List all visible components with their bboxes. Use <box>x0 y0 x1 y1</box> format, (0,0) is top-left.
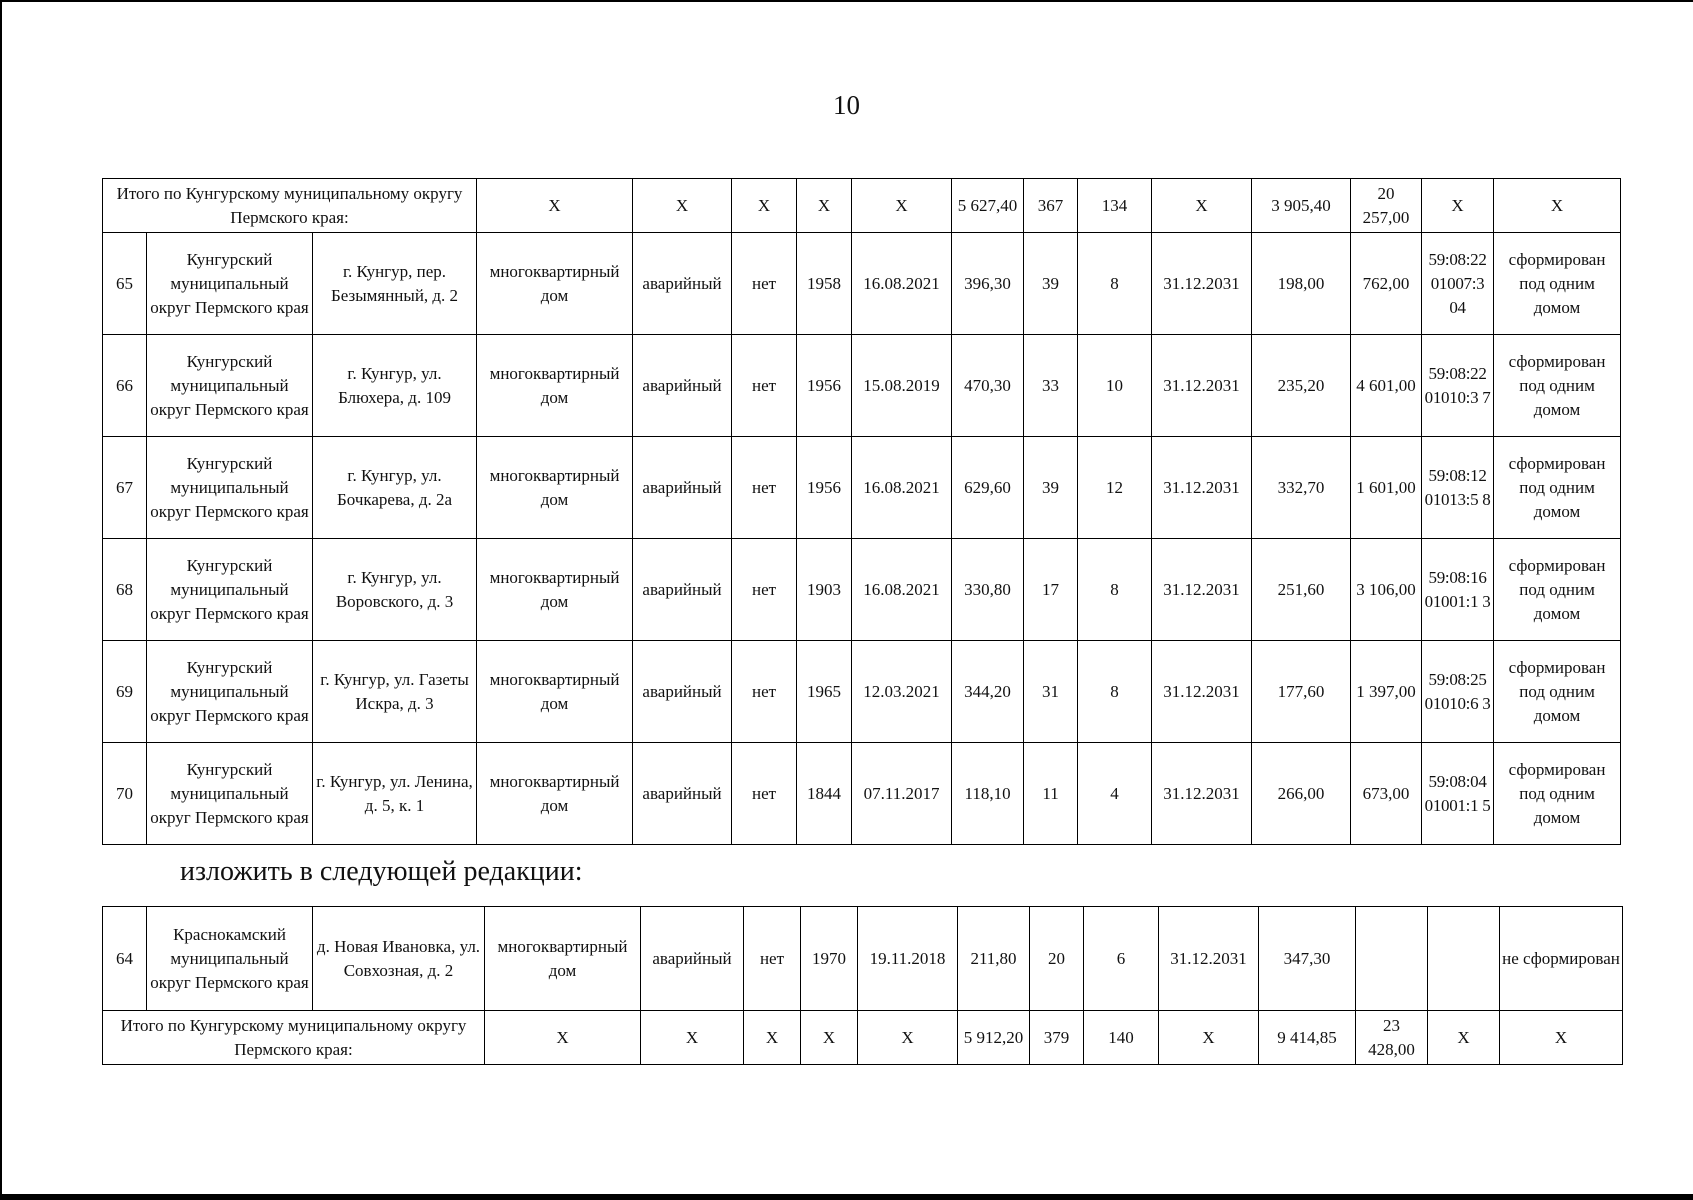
building-type-cell: многоквартирный дом <box>477 437 633 539</box>
municipality-cell: Краснокамский муниципальный округ Пермского края <box>147 907 313 1011</box>
area-2-cell: 251,60 <box>1252 539 1351 641</box>
land-status-cell: сформирован под одним домом <box>1494 437 1621 539</box>
instruction-text: изложить в следующей редакции: <box>180 856 583 887</box>
total-cell: X <box>641 1011 744 1065</box>
row-number: 67 <box>103 437 147 539</box>
total-cell: X <box>477 179 633 233</box>
total-area: 5 912,20 <box>958 1011 1030 1065</box>
total-cell: X <box>797 179 852 233</box>
page-frame-top <box>0 0 1693 2</box>
cadastral-cell: 59:08:25 01010:6 3 <box>1422 641 1494 743</box>
status-cell: аварийный <box>633 437 732 539</box>
status-cell: аварийный <box>633 335 732 437</box>
deadline-cell: 31.12.2031 <box>1152 641 1252 743</box>
row-number: 64 <box>103 907 147 1011</box>
total-cell: X <box>633 179 732 233</box>
flag-cell: нет <box>732 233 797 335</box>
row-number: 70 <box>103 743 147 845</box>
land-cell: 762,00 <box>1351 233 1422 335</box>
year-cell: 1844 <box>797 743 852 845</box>
flag-cell: нет <box>732 743 797 845</box>
flats-cell: 4 <box>1078 743 1152 845</box>
table-row <box>103 437 1621 539</box>
year-cell: 1903 <box>797 539 852 641</box>
year-cell: 1956 <box>797 335 852 437</box>
building-type-cell: многоквартирный дом <box>477 539 633 641</box>
year-cell: 1970 <box>801 907 858 1011</box>
total-cell: X <box>1152 179 1252 233</box>
status-cell: аварийный <box>633 641 732 743</box>
date-cell: 15.08.2019 <box>852 335 952 437</box>
area-cell: 330,80 <box>952 539 1024 641</box>
address-cell: д. Новая Ивановка, ул. Совхозная, д. 2 <box>313 907 485 1011</box>
status-cell: аварийный <box>633 743 732 845</box>
people-cell: 33 <box>1024 335 1078 437</box>
total-people: 379 <box>1030 1011 1084 1065</box>
row-number: 69 <box>103 641 147 743</box>
building-type-cell: многоквартирный дом <box>477 641 633 743</box>
deadline-cell: 31.12.2031 <box>1152 335 1252 437</box>
cadastral-cell: 59:08:22 01007:3 04 <box>1422 233 1494 335</box>
deadline-cell: 31.12.2031 <box>1152 743 1252 845</box>
deadline-cell: 31.12.2031 <box>1152 539 1252 641</box>
row-number: 66 <box>103 335 147 437</box>
total-cell: X <box>744 1011 801 1065</box>
table-row <box>103 335 1621 437</box>
total-area-2: 3 905,40 <box>1252 179 1351 233</box>
table-row <box>103 539 1621 641</box>
total-row <box>103 179 1621 233</box>
cadastral-cell: 59:08:16 01001:1 3 <box>1422 539 1494 641</box>
address-cell: г. Кунгур, ул. Газеты Искра, д. 3 <box>313 641 477 743</box>
table-row <box>103 907 1623 1011</box>
municipality-cell: Кунгурский муниципальный округ Пермского края <box>147 437 313 539</box>
land-status-cell: не сформирован <box>1500 907 1623 1011</box>
area-cell: 344,20 <box>952 641 1024 743</box>
total-land: 23 428,00 <box>1356 1011 1428 1065</box>
municipality-cell: Кунгурский муниципальный округ Пермского края <box>147 641 313 743</box>
total-flats: 140 <box>1084 1011 1159 1065</box>
flats-cell: 12 <box>1078 437 1152 539</box>
page-frame-left <box>0 0 2 1200</box>
status-cell: аварийный <box>633 539 732 641</box>
total-flats: 134 <box>1078 179 1152 233</box>
row-number: 68 <box>103 539 147 641</box>
page-frame-bottom <box>0 1194 1693 1200</box>
building-type-cell: многоквартирный дом <box>477 233 633 335</box>
municipality-cell: Кунгурский муниципальный округ Пермского края <box>147 743 313 845</box>
date-cell: 16.08.2021 <box>852 539 952 641</box>
flats-cell: 6 <box>1084 907 1159 1011</box>
area-cell: 118,10 <box>952 743 1024 845</box>
year-cell: 1956 <box>797 437 852 539</box>
land-cell: 1 397,00 <box>1351 641 1422 743</box>
cadastral-cell: 59:08:22 01010:3 7 <box>1422 335 1494 437</box>
flats-cell: 10 <box>1078 335 1152 437</box>
building-type-cell: многоквартирный дом <box>477 335 633 437</box>
area-2-cell: 332,70 <box>1252 437 1351 539</box>
year-cell: 1958 <box>797 233 852 335</box>
total-cell: X <box>1422 179 1494 233</box>
housing-table-after <box>102 906 1623 1065</box>
total-land: 20 257,00 <box>1351 179 1422 233</box>
municipality-cell: Кунгурский муниципальный округ Пермского края <box>147 233 313 335</box>
cadastral-cell: 59:08:04 01001:1 5 <box>1422 743 1494 845</box>
people-cell: 20 <box>1030 907 1084 1011</box>
total-cell: X <box>1500 1011 1623 1065</box>
building-type-cell: многоквартирный дом <box>477 743 633 845</box>
total-cell: X <box>801 1011 858 1065</box>
total-label: Итого по Кунгурскому муниципальному округу Пермского края: <box>103 179 477 233</box>
total-cell: X <box>1159 1011 1259 1065</box>
table-row <box>103 641 1621 743</box>
area-2-cell: 347,30 <box>1259 907 1356 1011</box>
date-cell: 19.11.2018 <box>858 907 958 1011</box>
date-cell: 07.11.2017 <box>852 743 952 845</box>
municipality-cell: Кунгурский муниципальный округ Пермского края <box>147 335 313 437</box>
address-cell: г. Кунгур, ул. Ленина, д. 5, к. 1 <box>313 743 477 845</box>
people-cell: 11 <box>1024 743 1078 845</box>
total-row <box>103 1011 1623 1065</box>
total-label: Итого по Кунгурскому муниципальному округу Пермского края: <box>103 1011 485 1065</box>
municipality-cell: Кунгурский муниципальный округ Пермского края <box>147 539 313 641</box>
flats-cell: 8 <box>1078 539 1152 641</box>
land-status-cell: сформирован под одним домом <box>1494 743 1621 845</box>
cadastral-cell <box>1428 907 1500 1011</box>
people-cell: 39 <box>1024 233 1078 335</box>
people-cell: 31 <box>1024 641 1078 743</box>
area-2-cell: 266,00 <box>1252 743 1351 845</box>
area-2-cell: 235,20 <box>1252 335 1351 437</box>
land-cell: 4 601,00 <box>1351 335 1422 437</box>
total-cell: X <box>1494 179 1621 233</box>
cadastral-cell: 59:08:12 01013:5 8 <box>1422 437 1494 539</box>
flag-cell: нет <box>732 437 797 539</box>
area-cell: 629,60 <box>952 437 1024 539</box>
deadline-cell: 31.12.2031 <box>1152 233 1252 335</box>
people-cell: 39 <box>1024 437 1078 539</box>
date-cell: 16.08.2021 <box>852 233 952 335</box>
flag-cell: нет <box>744 907 801 1011</box>
total-cell: X <box>1428 1011 1500 1065</box>
land-cell <box>1356 907 1428 1011</box>
total-cell: X <box>732 179 797 233</box>
area-2-cell: 177,60 <box>1252 641 1351 743</box>
total-people: 367 <box>1024 179 1078 233</box>
total-cell: X <box>852 179 952 233</box>
land-cell: 1 601,00 <box>1351 437 1422 539</box>
flats-cell: 8 <box>1078 641 1152 743</box>
date-cell: 16.08.2021 <box>852 437 952 539</box>
deadline-cell: 31.12.2031 <box>1152 437 1252 539</box>
status-cell: аварийный <box>633 233 732 335</box>
land-status-cell: сформирован под одним домом <box>1494 641 1621 743</box>
building-type-cell: многоквартирный дом <box>485 907 641 1011</box>
land-status-cell: сформирован под одним домом <box>1494 539 1621 641</box>
total-area-2: 9 414,85 <box>1259 1011 1356 1065</box>
deadline-cell: 31.12.2031 <box>1159 907 1259 1011</box>
area-2-cell: 198,00 <box>1252 233 1351 335</box>
people-cell: 17 <box>1024 539 1078 641</box>
address-cell: г. Кунгур, пер. Безымянный, д. 2 <box>313 233 477 335</box>
land-status-cell: сформирован под одним домом <box>1494 335 1621 437</box>
land-cell: 3 106,00 <box>1351 539 1422 641</box>
year-cell: 1965 <box>797 641 852 743</box>
area-cell: 396,30 <box>952 233 1024 335</box>
table-row <box>103 233 1621 335</box>
table-row <box>103 743 1621 845</box>
land-status-cell: сформирован под одним домом <box>1494 233 1621 335</box>
status-cell: аварийный <box>641 907 744 1011</box>
address-cell: г. Кунгур, ул. Воровского, д. 3 <box>313 539 477 641</box>
area-cell: 470,30 <box>952 335 1024 437</box>
area-cell: 211,80 <box>958 907 1030 1011</box>
flag-cell: нет <box>732 335 797 437</box>
page-number: 10 <box>833 90 860 120</box>
row-number: 65 <box>103 233 147 335</box>
total-area: 5 627,40 <box>952 179 1024 233</box>
address-cell: г. Кунгур, ул. Бочкарева, д. 2а <box>313 437 477 539</box>
flats-cell: 8 <box>1078 233 1152 335</box>
flag-cell: нет <box>732 641 797 743</box>
housing-table-before <box>102 178 1621 845</box>
date-cell: 12.03.2021 <box>852 641 952 743</box>
flag-cell: нет <box>732 539 797 641</box>
total-cell: X <box>858 1011 958 1065</box>
land-cell: 673,00 <box>1351 743 1422 845</box>
address-cell: г. Кунгур, ул. Блюхера, д. 109 <box>313 335 477 437</box>
total-cell: X <box>485 1011 641 1065</box>
